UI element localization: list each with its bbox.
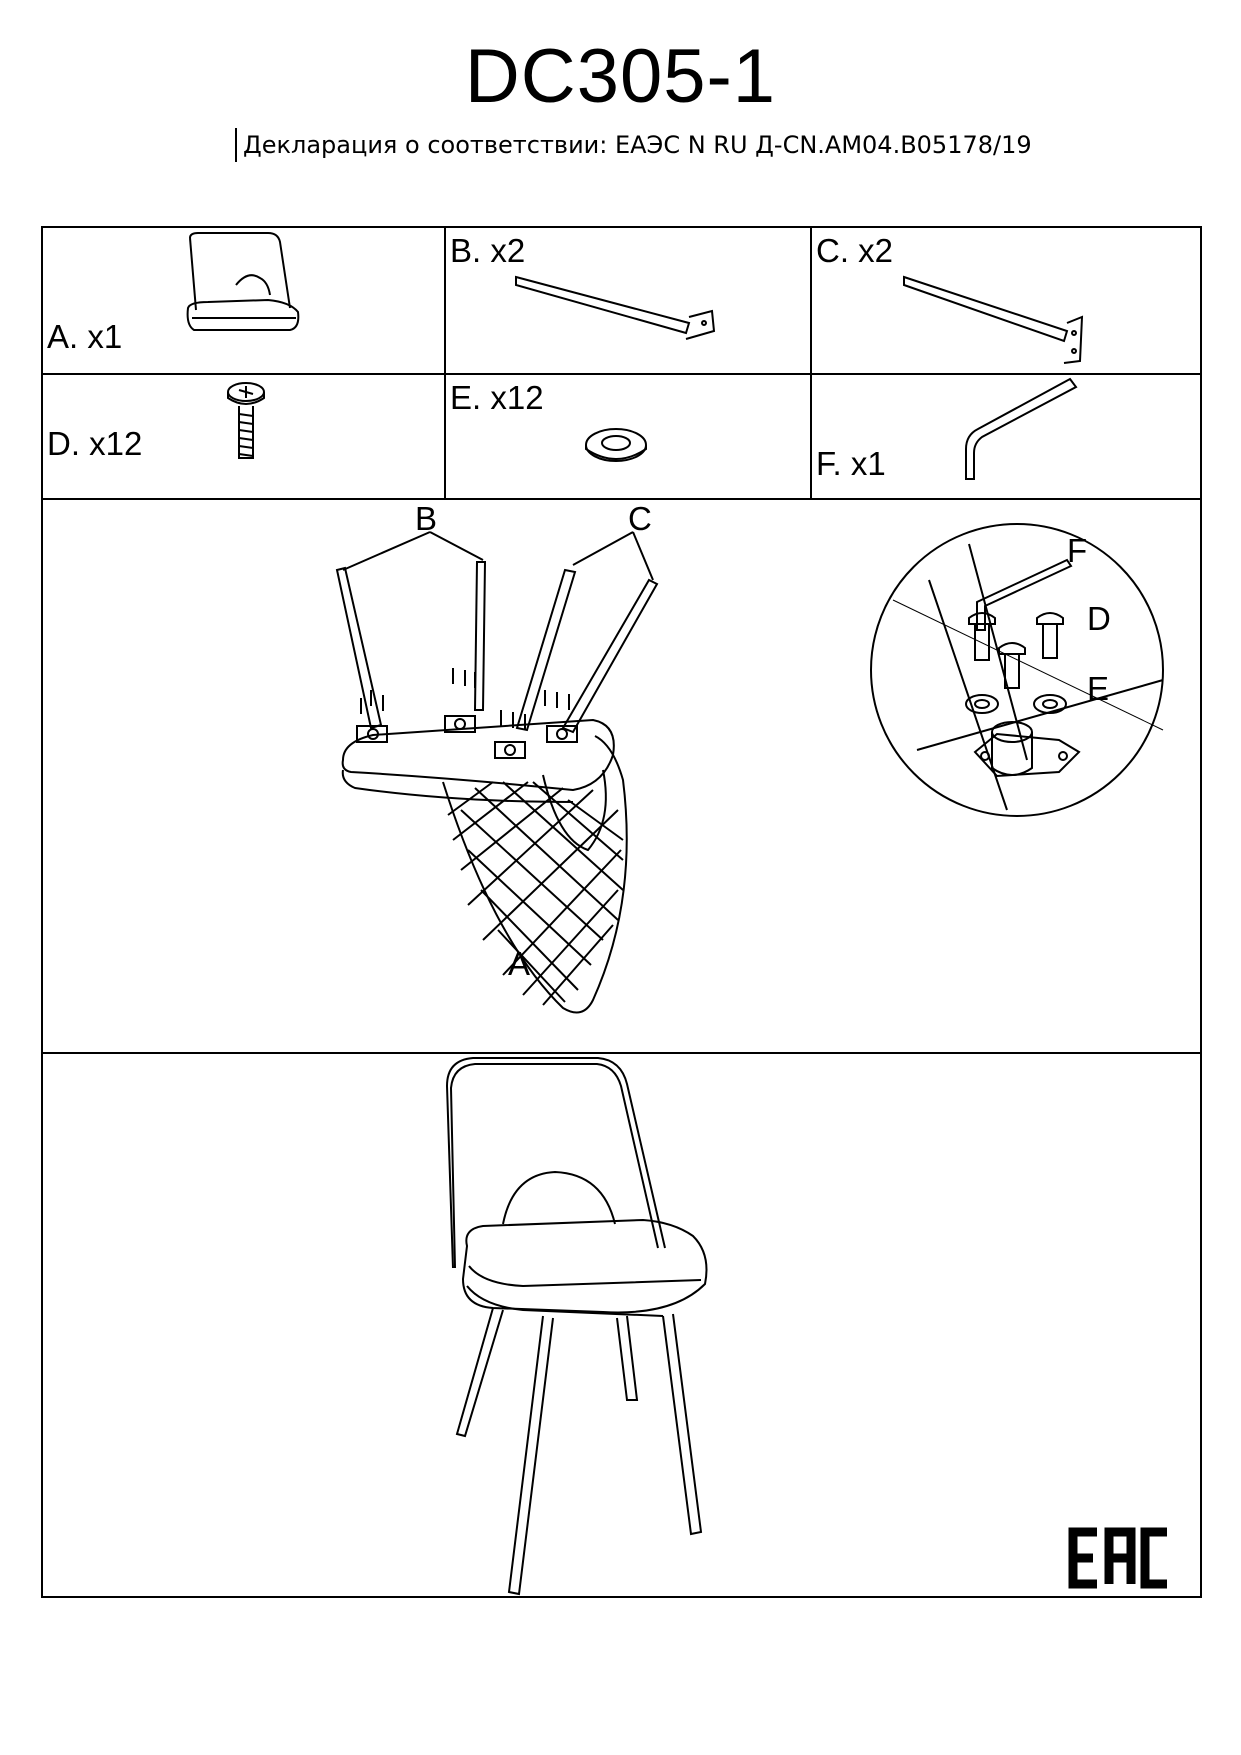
part-d-label: D. x12 bbox=[47, 425, 143, 462]
screw-icon bbox=[221, 380, 271, 465]
detail-callout-e: E bbox=[1087, 670, 1110, 707]
finished-chair-illustration bbox=[443, 1054, 763, 1594]
finished-chair-cell bbox=[43, 1054, 1200, 1598]
callout-c: C bbox=[628, 500, 652, 537]
assembly-step-cell bbox=[43, 500, 1200, 1052]
part-f-label: F. x1 bbox=[816, 445, 886, 482]
washer-icon bbox=[581, 425, 651, 465]
instruction-frame bbox=[41, 226, 1202, 1598]
leg-c-icon bbox=[902, 273, 1122, 373]
part-c-cell bbox=[812, 228, 1200, 373]
part-f-cell bbox=[812, 375, 1200, 498]
callout-b: B bbox=[415, 500, 438, 537]
chair-shell-icon bbox=[178, 230, 328, 360]
detail-callout-f: F bbox=[1067, 532, 1088, 569]
part-b-label: B. x2 bbox=[450, 232, 526, 269]
page-title: DC305-1 bbox=[464, 34, 777, 119]
declaration-text: Декларация о соответствии: ЕАЭС N RU Д-CN.AM04.B05178/19 bbox=[235, 128, 1032, 162]
part-c-label: C. x2 bbox=[816, 232, 894, 269]
allen-key-icon bbox=[952, 375, 1082, 485]
part-b-cell bbox=[446, 228, 810, 373]
detail-callout-d: D bbox=[1087, 600, 1111, 637]
leg-b-icon bbox=[514, 273, 754, 363]
upside-down-chair-illustration bbox=[333, 520, 733, 1040]
part-d-cell bbox=[43, 375, 444, 498]
detail-magnifier-illustration bbox=[867, 520, 1167, 820]
part-e-cell bbox=[446, 375, 810, 498]
eac-mark-icon bbox=[1067, 1528, 1171, 1588]
part-e-label: E. x12 bbox=[450, 379, 544, 416]
part-a-cell bbox=[43, 228, 444, 373]
callout-a: A bbox=[508, 945, 531, 982]
part-a-label: A. x1 bbox=[47, 318, 123, 355]
